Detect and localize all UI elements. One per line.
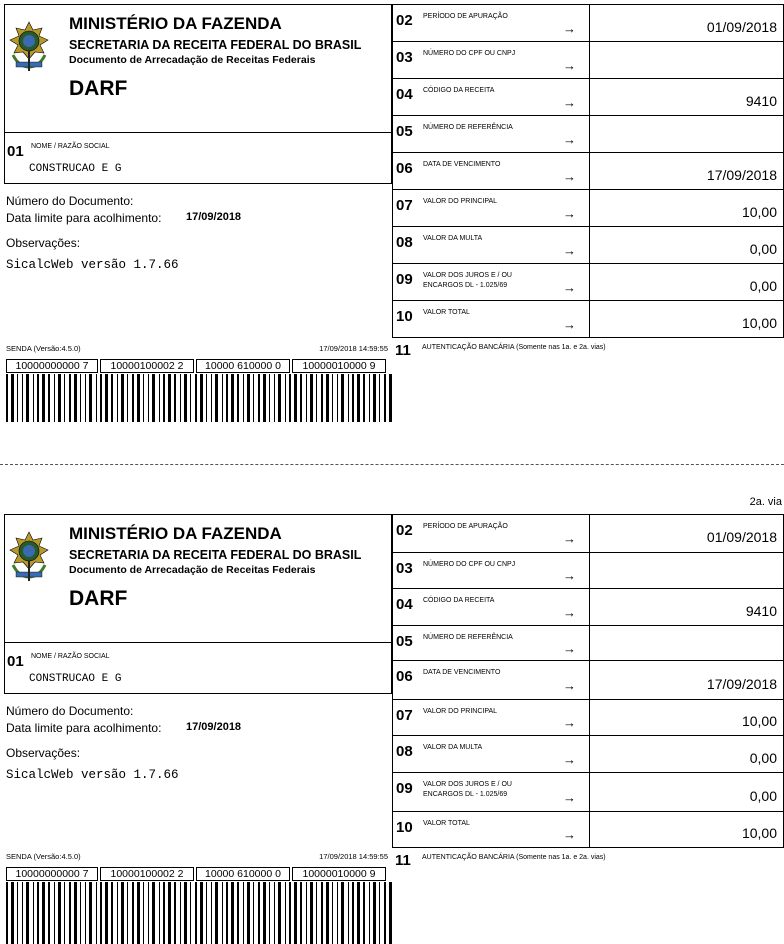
arrow-right-icon: → (563, 640, 576, 656)
arrow-right-icon: → (563, 205, 576, 221)
field-number: 03 (396, 49, 413, 66)
field-number: 11 (395, 342, 411, 359)
field-value: 10,00 (741, 314, 777, 331)
brazil-coat-of-arms-icon (9, 531, 49, 583)
field-label: VALOR DA MULTA (423, 235, 483, 242)
ministry-title: MINISTÉRIO DA FAZENDA (69, 524, 282, 543)
field-label: VALOR DO PRINCIPAL (423, 198, 498, 205)
field-label: NOME / RAZÃO SOCIAL (31, 653, 110, 660)
brazil-coat-of-arms-icon (9, 21, 49, 73)
field-value: 0,00 (749, 277, 777, 294)
field-divider (589, 625, 590, 660)
arrow-right-icon: → (563, 279, 576, 295)
field-09 (392, 263, 784, 300)
field-10 (392, 811, 784, 847)
field-07 (392, 699, 784, 735)
observations-label: Observações: (6, 236, 81, 250)
field-label: VALOR TOTAL (423, 309, 470, 316)
arrow-right-icon: → (563, 677, 576, 693)
field-divider (589, 41, 590, 78)
field-value: 10,00 (741, 713, 777, 729)
field-label: VALOR DOS JUROS E / OU ENCARGOS DL - 1.025/69 (423, 781, 512, 798)
barcode-group: 10000000000 7 (6, 359, 98, 373)
field-divider (589, 226, 590, 263)
field-value: 17/09/2018 (706, 675, 777, 692)
field-08 (392, 735, 784, 772)
field-03 (392, 552, 784, 588)
barcode-group: 10000000000 7 (6, 867, 98, 881)
field-value: 10,00 (741, 203, 777, 220)
secretariat-title: SECRETARIA DA RECEITA FEDERAL DO BRASIL (69, 548, 362, 562)
field-number: 09 (396, 271, 413, 288)
document-number-label: Número do Documento: (6, 704, 134, 718)
secretariat-title: SECRETARIA DA RECEITA FEDERAL DO BRASIL (69, 38, 362, 52)
field-divider (589, 552, 590, 588)
deadline-label: Data limite para acolhimento: (6, 721, 162, 735)
field-label: PERÍODO DE APURAÇÃO (423, 523, 508, 530)
field-value: 0,00 (749, 787, 777, 804)
barcode-number-groups (6, 359, 392, 373)
field-10 (392, 300, 784, 337)
field-label: CÓDIGO DA RECEITA (423, 87, 495, 94)
field-label: VALOR DOS JUROS E / OU ENCARGOS DL - 1.025/69 (423, 272, 512, 289)
field-04 (392, 588, 784, 625)
field-label: DATA DE VENCIMENTO (423, 669, 501, 676)
field-number: 05 (396, 633, 413, 650)
right-column (392, 4, 784, 424)
arrow-right-icon: → (563, 789, 576, 805)
field-02 (392, 4, 784, 41)
barcode-group: 10000010000 9 (292, 867, 386, 881)
right-column (392, 514, 784, 944)
field-03 (392, 41, 784, 78)
arrow-right-icon: → (563, 94, 576, 110)
field-number: 09 (396, 780, 413, 797)
field-label: PERÍODO DE APURAÇÃO (423, 13, 508, 20)
field-number: 06 (396, 668, 413, 685)
field-label: CÓDIGO DA RECEITA (423, 597, 495, 604)
field-label: AUTENTICAÇÃO BANCÁRIA (Somente nas 1a. e 2a. vias) (422, 344, 606, 351)
darf-title: DARF (69, 587, 128, 610)
arrow-right-icon: → (563, 827, 576, 842)
field-number: 06 (396, 160, 413, 177)
arrow-right-icon: → (563, 168, 576, 184)
field-label: VALOR TOTAL (423, 820, 470, 827)
field-11-bank-authentication (392, 337, 784, 359)
field-number: 07 (396, 197, 413, 214)
arrow-right-icon: → (563, 604, 576, 620)
arrow-right-icon: → (563, 715, 576, 730)
barcode-group: 10000010000 9 (292, 359, 386, 373)
field-divider (589, 263, 590, 300)
senda-version: SENDA (Versão:4.5.0) (6, 344, 81, 353)
observations-label: Observações: (6, 746, 81, 760)
field-number: 05 (396, 123, 413, 140)
field-divider (589, 4, 590, 41)
deadline-value: 17/09/2018 (186, 211, 242, 223)
field-divider (589, 115, 590, 152)
field-07 (392, 189, 784, 226)
cut-line (0, 464, 784, 465)
field-value: CONSTRUCAO E G (29, 673, 122, 685)
field-label: DATA DE VENCIMENTO (423, 161, 501, 168)
second-copy-label: 2a. via (749, 496, 782, 508)
darf-title: DARF (69, 77, 128, 100)
field-08 (392, 226, 784, 263)
field-label: NÚMERO DE REFERÊNCIA (423, 124, 513, 131)
field-divider (589, 660, 590, 699)
arrow-right-icon: → (563, 131, 576, 147)
left-column (4, 514, 392, 944)
barcode-group: 10000 610000 0 (196, 359, 290, 373)
field-11-bank-authentication (392, 847, 784, 869)
observations-value: SicalcWeb versão 1.7.66 (6, 768, 179, 782)
barcode-group: 10000100002 2 (100, 359, 194, 373)
darf-second-copy (0, 514, 784, 944)
field-05 (392, 115, 784, 152)
field-number: 01 (7, 143, 24, 160)
field-number: 02 (396, 522, 413, 539)
field-value: CONSTRUCAO E G (29, 163, 122, 175)
field-09 (392, 772, 784, 811)
field-number: 07 (396, 707, 413, 724)
darf-header (4, 514, 392, 642)
field-divider (589, 152, 590, 189)
field-number: 04 (396, 86, 413, 103)
field-label: NÚMERO DE REFERÊNCIA (423, 634, 513, 641)
field-label: AUTENTICAÇÃO BANCÁRIA (Somente nas 1a. e 2a. vias) (422, 854, 606, 861)
field-label: NOME / RAZÃO SOCIAL (31, 143, 110, 150)
field-value: 10,00 (741, 825, 777, 841)
field-divider (589, 588, 590, 625)
observations-value: SicalcWeb versão 1.7.66 (6, 258, 179, 272)
darf-header (4, 4, 392, 132)
document-type: Documento de Arrecadação de Receitas Federais (69, 564, 316, 576)
left-column (4, 4, 392, 424)
senda-version: SENDA (Versão:4.5.0) (6, 852, 81, 861)
field-number: 10 (396, 308, 413, 325)
field-04 (392, 78, 784, 115)
field-label: NÚMERO DO CPF OU CNPJ (423, 50, 516, 57)
field-divider (589, 514, 590, 552)
field-label: VALOR DO PRINCIPAL (423, 708, 498, 715)
arrow-right-icon: → (563, 57, 576, 73)
arrow-right-icon: → (563, 531, 576, 546)
field-number: 10 (396, 819, 413, 836)
timestamp: 17/09/2018 14:59:55 (319, 344, 388, 353)
field-label: VALOR DA MULTA (423, 744, 483, 751)
field-divider (589, 189, 590, 226)
field-divider (589, 735, 590, 772)
field-value: 01/09/2018 (706, 18, 777, 35)
field-number: 03 (396, 560, 413, 577)
field-01-name (4, 642, 392, 694)
timestamp: 17/09/2018 14:59:55 (319, 852, 388, 861)
field-divider (589, 78, 590, 115)
field-number: 04 (396, 596, 413, 613)
field-value: 0,00 (749, 240, 777, 257)
barcode-group: 10000 610000 0 (196, 867, 290, 881)
field-value: 0,00 (749, 749, 777, 766)
barcode (6, 882, 392, 944)
field-number: 02 (396, 12, 413, 29)
arrow-right-icon: → (563, 568, 576, 583)
field-number: 08 (396, 234, 413, 251)
field-02 (392, 514, 784, 552)
arrow-right-icon: → (563, 242, 576, 258)
darf-first-copy (0, 4, 784, 424)
field-value: 9410 (745, 92, 777, 109)
deadline-value: 17/09/2018 (186, 721, 242, 733)
field-number: 08 (396, 743, 413, 760)
field-05 (392, 625, 784, 660)
field-number: 11 (395, 852, 411, 869)
arrow-right-icon: → (563, 751, 576, 767)
arrow-right-icon: → (563, 20, 576, 36)
arrow-right-icon: → (563, 316, 576, 332)
deadline-label: Data limite para acolhimento: (6, 211, 162, 225)
field-01-name (4, 132, 392, 184)
field-value: 9410 (745, 602, 777, 619)
ministry-title: MINISTÉRIO DA FAZENDA (69, 14, 282, 33)
barcode-group: 10000100002 2 (100, 867, 194, 881)
field-divider (589, 811, 590, 847)
barcode (6, 374, 392, 422)
barcode-number-groups (6, 867, 392, 881)
field-divider (589, 772, 590, 811)
document-number-label: Número do Documento: (6, 194, 134, 208)
field-06 (392, 660, 784, 699)
document-type: Documento de Arrecadação de Receitas Federais (69, 54, 316, 66)
field-value: 01/09/2018 (706, 529, 777, 545)
field-label: NÚMERO DO CPF OU CNPJ (423, 561, 516, 568)
field-divider (589, 699, 590, 735)
field-06 (392, 152, 784, 189)
field-value: 17/09/2018 (706, 166, 777, 183)
field-number: 01 (7, 653, 24, 670)
field-divider (589, 300, 590, 337)
